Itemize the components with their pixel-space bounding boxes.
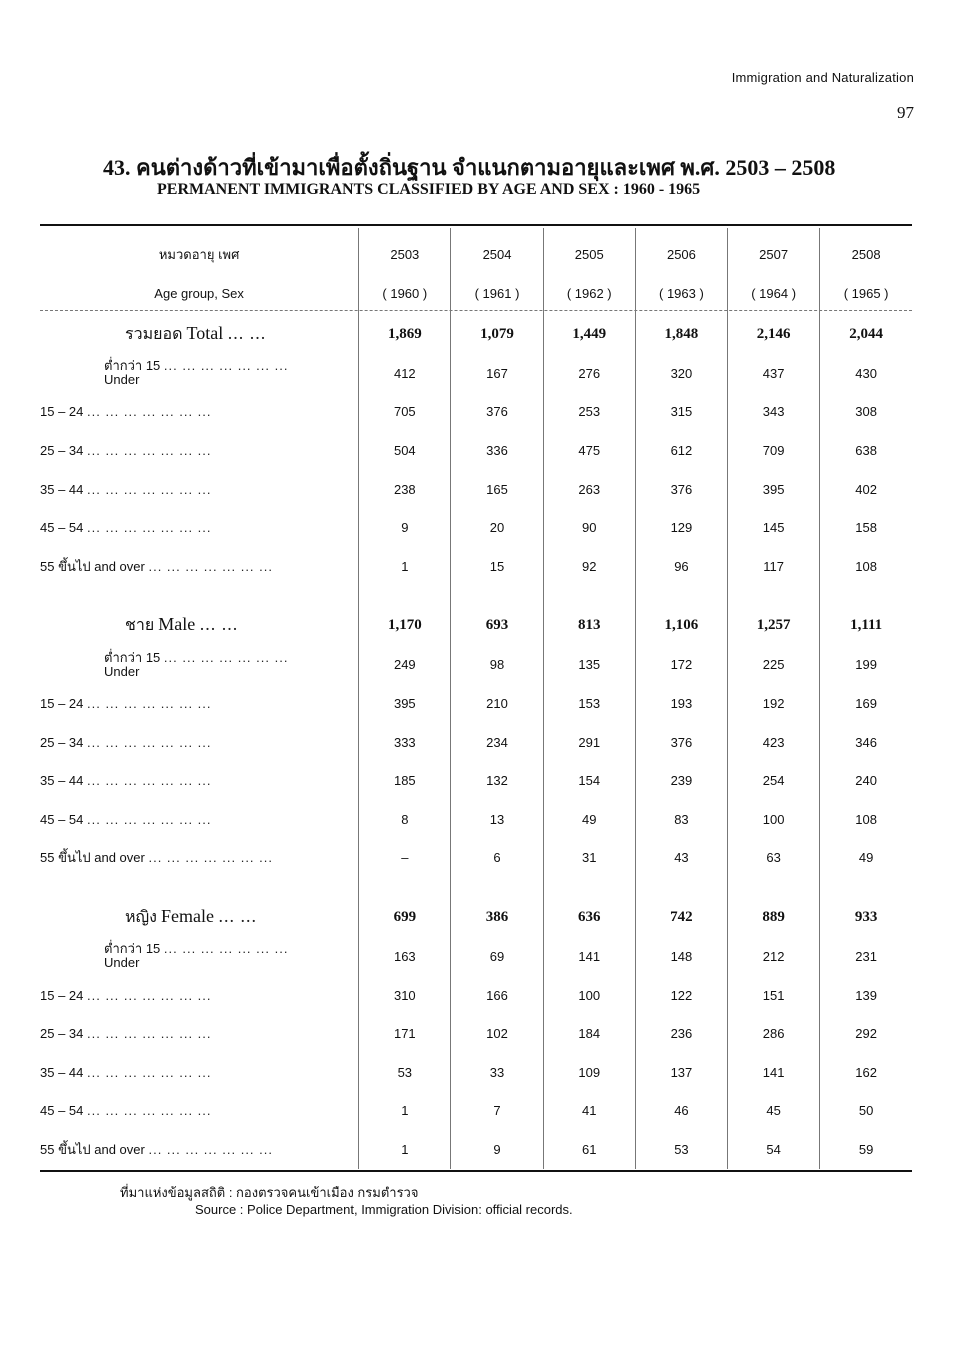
table-cell: 98 — [451, 646, 543, 685]
table-cell: 236 — [635, 1014, 727, 1053]
table-cell: 46 — [635, 1092, 727, 1131]
section-label — [40, 606, 359, 646]
label-header-thai: หมวดอายุ เพศ — [158, 246, 240, 262]
table-row — [40, 508, 912, 547]
table-cell: 151 — [728, 976, 820, 1015]
table-cell: 2,044 — [820, 314, 912, 354]
table-cell: 53 — [635, 1130, 727, 1169]
table-cell: 145 — [728, 508, 820, 547]
year-be-header: 2506 — [635, 228, 727, 276]
table-cell: 41 — [543, 1092, 635, 1131]
table-cell: 158 — [820, 508, 912, 547]
row-label-text: 15 – 24 — [40, 404, 84, 420]
row-label — [40, 1014, 359, 1053]
section-label-english: Male — [158, 614, 196, 635]
row-label — [40, 839, 359, 878]
row-label-text: 55 ขึ้นไป and over — [40, 1141, 145, 1157]
table-title-english: PERMANENT IMMIGRANTS CLASSIFIED BY AGE AND SEX : 1960 - 1965 — [157, 181, 701, 198]
table-cell: 693 — [451, 606, 543, 646]
table-cell: 1,257 — [728, 606, 820, 646]
table-cell: 210 — [451, 684, 543, 723]
table-cell: 437 — [728, 354, 820, 393]
year-ad-header: ( 1962 ) — [543, 276, 635, 314]
leader-dots: ... ... ... ... ... ... ... — [87, 695, 212, 711]
table-cell: 742 — [635, 897, 727, 937]
table-cell: 59 — [820, 1130, 912, 1169]
year-ad-header: ( 1961 ) — [451, 276, 543, 314]
table-cell: 1 — [359, 1092, 451, 1131]
row-label-text: 15 – 24 — [40, 987, 84, 1003]
table-cell: 343 — [728, 393, 820, 432]
table-cell: 50 — [820, 1092, 912, 1131]
table-cell: 504 — [359, 431, 451, 470]
section-label-thai: ชาย — [125, 617, 155, 635]
row-label — [40, 937, 359, 976]
section-total-row — [40, 606, 912, 646]
row-label — [40, 1092, 359, 1131]
row-label-text: 35 – 44 — [40, 773, 84, 789]
table-title-thai: 43. คนต่างด้าวที่เข้ามาเพื่อตั้งถิ่นฐาน จำแนกตามอายุและเพศ พ.ศ. 2503 – 2508 — [103, 155, 836, 180]
table-cell: 49 — [820, 839, 912, 878]
table-cell: 15 — [451, 547, 543, 586]
row-label-text: 15 – 24 — [40, 695, 84, 711]
table-cell: 49 — [543, 800, 635, 839]
table-cell: 813 — [543, 606, 635, 646]
leader-dots: ... ... — [218, 905, 257, 926]
table-cell: 234 — [451, 723, 543, 762]
section-label-thai: หญิง — [125, 908, 157, 926]
table-cell: 109 — [543, 1053, 635, 1092]
leader-dots: ... ... ... ... ... ... ... — [87, 773, 212, 789]
table-cell: 333 — [359, 723, 451, 762]
row-label-sub: Under — [104, 955, 140, 971]
row-label-text: 45 – 54 — [40, 1103, 84, 1119]
table-cell: 92 — [543, 547, 635, 586]
leader-dots: ... ... ... ... ... ... ... — [148, 1141, 273, 1157]
row-label — [40, 646, 359, 685]
row-label — [40, 761, 359, 800]
table-cell: 45 — [728, 1092, 820, 1131]
table-cell: 1,848 — [635, 314, 727, 354]
table-cell: 336 — [451, 431, 543, 470]
table-row — [40, 839, 912, 878]
leader-dots: ... ... ... ... ... ... ... — [87, 1064, 212, 1080]
table-cell: 33 — [451, 1053, 543, 1092]
table-cell: 225 — [728, 646, 820, 685]
bottom-rule — [40, 1170, 912, 1172]
leader-dots: ... ... ... ... ... ... ... — [87, 520, 212, 536]
table-cell: 699 — [359, 897, 451, 937]
table-cell: 1 — [359, 1130, 451, 1169]
table-cell: 184 — [543, 1014, 635, 1053]
leader-dots: ... ... — [199, 614, 239, 635]
row-label — [40, 547, 359, 586]
table-cell: 132 — [451, 761, 543, 800]
section-label-english: Total — [186, 322, 224, 343]
table-cell: 376 — [451, 393, 543, 432]
table-cell: 238 — [359, 470, 451, 509]
table-row — [40, 976, 912, 1015]
table-cell: 193 — [635, 684, 727, 723]
leader-dots: ... ... ... ... ... ... ... — [87, 811, 212, 827]
table-cell: 276 — [543, 354, 635, 393]
table-cell: 8 — [359, 800, 451, 839]
leader-dots: ... ... ... ... ... ... ... — [87, 481, 212, 497]
table-cell: 154 — [543, 761, 635, 800]
section-label-thai: รวมยอด — [125, 325, 183, 343]
table-cell: 308 — [820, 393, 912, 432]
table-row — [40, 1130, 912, 1169]
section-label — [40, 314, 359, 354]
table-row — [40, 723, 912, 762]
year-be-header: 2505 — [543, 228, 635, 276]
row-label — [40, 1130, 359, 1169]
leader-dots: ... ... ... ... ... ... ... — [87, 404, 212, 420]
header-row-be — [40, 228, 912, 276]
section-label-english: Female — [161, 905, 214, 926]
table-row — [40, 761, 912, 800]
table-cell: 310 — [359, 976, 451, 1015]
table-cell: 254 — [728, 761, 820, 800]
table-cell: 423 — [728, 723, 820, 762]
table-cell: 212 — [728, 937, 820, 976]
table-cell: 167 — [451, 354, 543, 393]
table-cell: 933 — [820, 897, 912, 937]
row-label — [40, 508, 359, 547]
table-cell: 1,111 — [820, 606, 912, 646]
section-gap — [40, 586, 912, 606]
table-row — [40, 470, 912, 509]
source-note-english: Source : Police Department, Immigration Division: official records. — [195, 1202, 573, 1217]
table-cell: 172 — [635, 646, 727, 685]
leader-dots: ... ... ... ... ... ... ... — [163, 358, 289, 374]
table-cell: 430 — [820, 354, 912, 393]
year-ad-header: ( 1960 ) — [359, 276, 451, 314]
table-cell: 6 — [451, 839, 543, 878]
table-cell: 122 — [635, 976, 727, 1015]
leader-dots: ... ... ... ... ... ... ... — [148, 558, 273, 574]
table-cell: 137 — [635, 1053, 727, 1092]
table-cell: 1 — [359, 547, 451, 586]
section-total-row — [40, 897, 912, 937]
table-cell: 1,170 — [359, 606, 451, 646]
table-row — [40, 393, 912, 432]
row-label-text: 25 – 34 — [40, 442, 84, 458]
table-body — [40, 314, 912, 1169]
table-cell: 286 — [728, 1014, 820, 1053]
row-label — [40, 470, 359, 509]
table-cell: 709 — [728, 431, 820, 470]
table-cell: 163 — [359, 937, 451, 976]
header-row-ad — [40, 276, 912, 314]
table-cell: 346 — [820, 723, 912, 762]
table-cell: 153 — [543, 684, 635, 723]
year-ad-header: ( 1965 ) — [820, 276, 912, 314]
table-cell: 636 — [543, 897, 635, 937]
table-cell: 141 — [728, 1053, 820, 1092]
table-cell: 291 — [543, 723, 635, 762]
table-row — [40, 646, 912, 685]
table-cell: 320 — [635, 354, 727, 393]
immigrants-table — [40, 228, 912, 1169]
year-be-header: 2508 — [820, 228, 912, 276]
table-cell: 395 — [359, 684, 451, 723]
table-cell: 53 — [359, 1053, 451, 1092]
table-cell: 90 — [543, 508, 635, 547]
table-cell: 9 — [359, 508, 451, 547]
table-cell: 135 — [543, 646, 635, 685]
year-ad-header: ( 1963 ) — [635, 276, 727, 314]
table-cell: 402 — [820, 470, 912, 509]
table-cell: 139 — [820, 976, 912, 1015]
table-cell: 199 — [820, 646, 912, 685]
top-rule — [40, 224, 912, 226]
table-cell: 100 — [728, 800, 820, 839]
row-label-text: ต่ำกว่า 15 — [104, 649, 161, 665]
table-row — [40, 684, 912, 723]
row-label-text: 25 – 34 — [40, 1026, 84, 1042]
leader-dots: ... ... ... ... ... ... ... — [87, 734, 212, 750]
row-label — [40, 723, 359, 762]
table-cell: 292 — [820, 1014, 912, 1053]
table-cell: 253 — [543, 393, 635, 432]
row-label-text: 35 – 44 — [40, 1064, 84, 1080]
table-cell: 231 — [820, 937, 912, 976]
row-label — [40, 431, 359, 470]
table-cell: 141 — [543, 937, 635, 976]
table-cell: 1,106 — [635, 606, 727, 646]
year-be-header: 2504 — [451, 228, 543, 276]
leader-dots: ... ... ... ... ... ... ... — [148, 850, 273, 866]
row-label — [40, 976, 359, 1015]
page-number: 97 — [897, 103, 914, 122]
table-cell: 240 — [820, 761, 912, 800]
table-cell: 148 — [635, 937, 727, 976]
leader-dots: ... ... ... ... ... ... ... — [87, 1026, 212, 1042]
table-row — [40, 1053, 912, 1092]
table-cell: 612 — [635, 431, 727, 470]
table-cell: 185 — [359, 761, 451, 800]
table-cell: 63 — [728, 839, 820, 878]
row-label-text: 45 – 54 — [40, 520, 84, 536]
table-cell: 1,449 — [543, 314, 635, 354]
table-cell: 263 — [543, 470, 635, 509]
table-row — [40, 1014, 912, 1053]
table-row — [40, 800, 912, 839]
table-cell: 69 — [451, 937, 543, 976]
table-cell: 129 — [635, 508, 727, 547]
table-cell: 83 — [635, 800, 727, 839]
table-cell: 412 — [359, 354, 451, 393]
table-cell: 165 — [451, 470, 543, 509]
table-cell: 2,146 — [728, 314, 820, 354]
table-cell: 20 — [451, 508, 543, 547]
table-row — [40, 431, 912, 470]
row-label-sub: Under — [104, 372, 140, 388]
table-cell: 43 — [635, 839, 727, 878]
table-cell: 102 — [451, 1014, 543, 1053]
running-header: Immigration and Naturalization — [731, 70, 914, 85]
row-label — [40, 684, 359, 723]
table-cell: 108 — [820, 547, 912, 586]
table-cell: 705 — [359, 393, 451, 432]
table-cell: 61 — [543, 1130, 635, 1169]
row-label-text: ต่ำกว่า 15 — [104, 358, 161, 374]
row-label-text: 55 ขึ้นไป and over — [40, 850, 145, 866]
leader-dots: ... ... ... ... ... ... ... — [163, 941, 289, 957]
year-be-header: 2507 — [728, 228, 820, 276]
table-cell: 169 — [820, 684, 912, 723]
row-label-text: 25 – 34 — [40, 734, 84, 750]
year-ad-header: ( 1964 ) — [728, 276, 820, 314]
row-label-text: 45 – 54 — [40, 811, 84, 827]
leader-dots: ... ... — [227, 322, 267, 343]
section-gap — [40, 877, 912, 897]
table-cell: 166 — [451, 976, 543, 1015]
table-cell: 162 — [820, 1053, 912, 1092]
leader-dots: ... ... ... ... ... ... ... — [163, 649, 289, 665]
table-cell: 239 — [635, 761, 727, 800]
table-cell: 100 — [543, 976, 635, 1015]
row-label-sub: Under — [104, 663, 140, 679]
table-cell: 889 — [728, 897, 820, 937]
row-label-text: ต่ำกว่า 15 — [104, 941, 161, 957]
source-note-thai: ที่มาแห่งข้อมูลสถิติ : กองตรวจคนเข้าเมือง กรมตำรวจ — [120, 1185, 419, 1200]
table-cell: 108 — [820, 800, 912, 839]
table-cell: 96 — [635, 547, 727, 586]
row-label — [40, 354, 359, 393]
table-cell: 9 — [451, 1130, 543, 1169]
table-cell: – — [359, 839, 451, 878]
table-cell: 192 — [728, 684, 820, 723]
leader-dots: ... ... ... ... ... ... ... — [87, 442, 212, 458]
row-label-text: 35 – 44 — [40, 481, 84, 497]
table-cell: 395 — [728, 470, 820, 509]
section-label — [40, 897, 359, 937]
leader-dots: ... ... ... ... ... ... ... — [87, 1103, 212, 1119]
row-label-text: 55 ขึ้นไป and over — [40, 558, 145, 574]
row-label — [40, 1053, 359, 1092]
table-row — [40, 354, 912, 393]
row-label — [40, 393, 359, 432]
table-cell: 117 — [728, 547, 820, 586]
table-cell: 475 — [543, 431, 635, 470]
table-cell: 171 — [359, 1014, 451, 1053]
table-cell: 1,869 — [359, 314, 451, 354]
table-cell: 7 — [451, 1092, 543, 1131]
row-label — [40, 800, 359, 839]
year-be-header: 2503 — [359, 228, 451, 276]
table-cell: 386 — [451, 897, 543, 937]
label-header-english: Age group, Sex — [154, 285, 244, 301]
table-cell: 13 — [451, 800, 543, 839]
section-total-row — [40, 314, 912, 354]
table-cell: 376 — [635, 470, 727, 509]
table-cell: 1,079 — [451, 314, 543, 354]
table-row — [40, 937, 912, 976]
leader-dots: ... ... ... ... ... ... ... — [87, 987, 212, 1003]
table-row — [40, 1092, 912, 1131]
table-cell: 54 — [728, 1130, 820, 1169]
table-cell: 638 — [820, 431, 912, 470]
table-row — [40, 547, 912, 586]
table-cell: 249 — [359, 646, 451, 685]
table-cell: 31 — [543, 839, 635, 878]
table-cell: 315 — [635, 393, 727, 432]
table-cell: 376 — [635, 723, 727, 762]
